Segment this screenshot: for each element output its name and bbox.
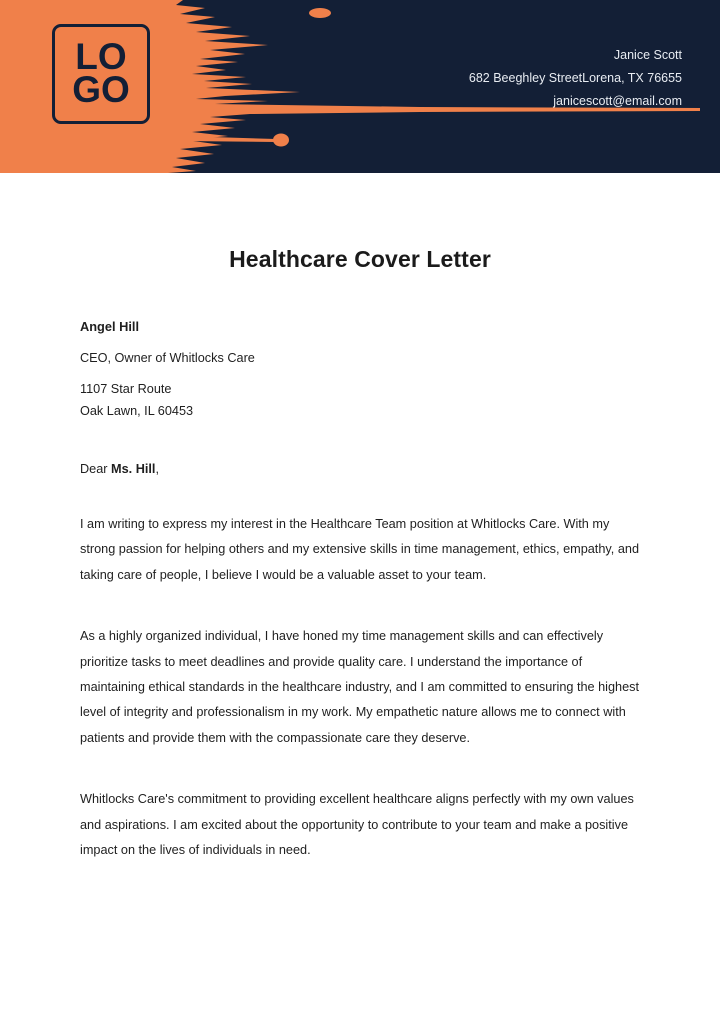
logo-text-line-2: GO: [72, 69, 130, 110]
salutation-punctuation: ,: [155, 462, 159, 476]
page-title: Healthcare Cover Letter: [229, 246, 491, 272]
sender-name: Janice Scott: [613, 48, 682, 62]
body-paragraph-3: Whitlocks Care's commitment to providing excellent healthcare aligns perfectly with my own values and aspirations. I am excited about the opportunity to contribute to your team and make a positive impact on the lives of individuals in need.: [80, 792, 634, 858]
salutation: [80, 462, 640, 476]
recipient-name: Angel Hill: [80, 319, 140, 334]
sender-contact-block: [469, 44, 682, 113]
sender-email: janicescott@email.com: [553, 94, 682, 109]
letter-body: [0, 246, 720, 863]
salutation-greeting: Dear: [80, 462, 112, 476]
logo: [52, 24, 150, 124]
body-paragraph-1: I am writing to express my interest in the Healthcare Team position at Whitlocks Care. With my strong passion for helping others and my extensive skills in time management, ethics, empathy, and taking care of people, I believe I would be a valuable asset to your team.: [80, 517, 640, 582]
recipient-address-line-2: Oak Lawn, IL 60453: [80, 404, 194, 418]
logo-text-line-1: LO: [75, 36, 127, 78]
recipient-role: CEO, Owner of Whitlocks Care: [80, 351, 255, 365]
salutation-recipient-name: Ms. Hill: [111, 462, 156, 476]
letterhead-header: [0, 0, 720, 173]
sender-address: 682 Beeghley StreetLorena, TX 76655: [468, 71, 682, 86]
recipient-address-line-1: 1107 Star Route: [80, 382, 172, 396]
recipient-block: [80, 319, 640, 418]
body-paragraph-2: As a highly organized individual, I have honed my time management skills and can effectively prioritize tasks to meet deadlines and provide quality care. I understand the importance of maintaining ethical standards in the healthcare industry, and I am committed to ensuring the highest level of integrity and professionalism in my work. My empathetic nature allows me to connect with patients and provide them with the compassionate care they deserve.: [80, 629, 640, 745]
